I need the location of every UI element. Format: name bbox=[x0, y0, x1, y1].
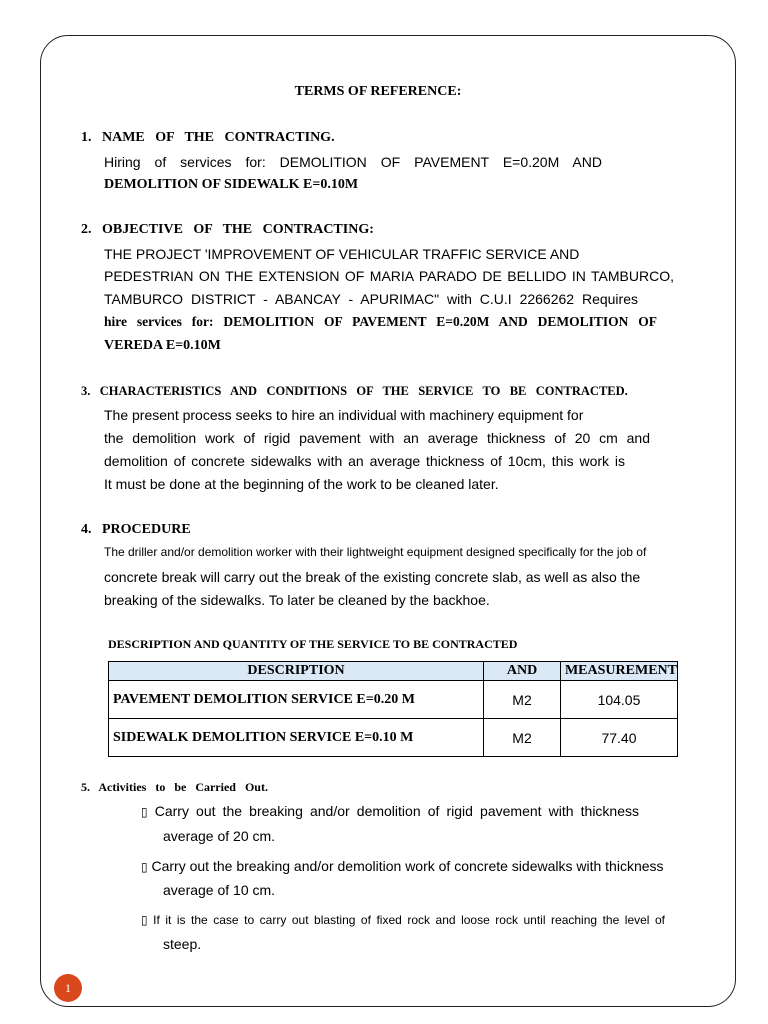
section-5-heading: 5. Activities to be Carried Out. bbox=[81, 780, 268, 794]
activity-line-1: Carry out the breaking and/or demolition work of concrete sidewalks with thickness bbox=[151, 858, 664, 874]
activity-item bbox=[141, 913, 665, 927]
row-unit: M2 bbox=[484, 681, 561, 719]
section-2-line-4: hire services for: DEMOLITION OF PAVEMENT E=0.20M AND DEMOLITION OF bbox=[104, 314, 657, 329]
row-description: SIDEWALK DEMOLITION SERVICE E=0.10 M bbox=[109, 719, 484, 757]
page-number-badge: 1 bbox=[54, 974, 82, 1002]
document-title: TERMS OF REFERENCE: bbox=[294, 84, 462, 99]
bullet-icon: ▯ bbox=[141, 913, 148, 927]
activity-line-2: steep. bbox=[163, 936, 202, 952]
header-unit: AND bbox=[484, 662, 561, 681]
service-table bbox=[108, 661, 678, 757]
row-quantity: 77.40 bbox=[560, 719, 677, 757]
activity-item bbox=[141, 803, 671, 819]
section-2-line-1: THE PROJECT 'IMPROVEMENT OF VEHICULAR TRAFFIC SERVICE AND bbox=[104, 246, 580, 262]
activity-line-2: average of 10 cm. bbox=[163, 882, 276, 898]
row-description: PAVEMENT DEMOLITION SERVICE E=0.20 M bbox=[109, 681, 484, 719]
row-unit: M2 bbox=[484, 719, 561, 757]
section-4-line-3: breaking of the sidewalks. To later be cleaned by the backhoe. bbox=[104, 592, 490, 608]
table-row bbox=[109, 681, 678, 719]
section-4-line-2: concrete break will carry out the break of the existing concrete slab, as well as also the bbox=[104, 569, 641, 585]
activity-line-1: If it is the case to carry out blasting of fixed rock and loose rock until reaching the level of bbox=[153, 913, 665, 927]
section-4-line-1: The driller and/or demolition worker with their lightweight equipment designed specifically for the job of bbox=[104, 545, 647, 559]
section-3-heading: 3. CHARACTERISTICS AND CONDITIONS OF THE SERVICE TO BE CONTRACTED. bbox=[81, 384, 628, 398]
section-1-line-2: DEMOLITION OF SIDEWALK E=0.10M bbox=[104, 177, 359, 192]
header-description: DESCRIPTION bbox=[109, 662, 484, 681]
section-3-line-3: demolition of concrete sidewalks with an average thickness of 10cm, this work is bbox=[104, 453, 625, 469]
table-caption: DESCRIPTION AND QUANTITY OF THE SERVICE TO BE CONTRACTED bbox=[108, 637, 518, 651]
table-header-row bbox=[109, 662, 678, 681]
activity-item bbox=[141, 858, 664, 874]
section-3-line-1: The present process seeks to hire an individual with machinery equipment for bbox=[104, 407, 584, 423]
section-1-line-1: Hiring of services for: DEMOLITION OF PAVEMENT E=0.20M AND bbox=[104, 154, 602, 170]
table-row bbox=[109, 719, 678, 757]
section-2-heading: 2. OBJECTIVE OF THE CONTRACTING: bbox=[81, 222, 374, 237]
section-2-line-2: PEDESTRIAN ON THE EXTENSION OF MARIA PARADO DE BELLIDO IN TAMBURCO, bbox=[104, 268, 674, 284]
section-1-heading: 1. NAME OF THE CONTRACTING. bbox=[81, 130, 335, 145]
row-quantity: 104.05 bbox=[560, 681, 677, 719]
bullet-icon: ▯ bbox=[141, 860, 148, 874]
section-2-line-5: VEREDA E=0.10M bbox=[104, 338, 221, 353]
section-4-heading: 4. PROCEDURE bbox=[81, 522, 191, 537]
activity-line-2: average of 20 cm. bbox=[163, 828, 276, 844]
header-measurement: MEASUREMENT bbox=[560, 662, 677, 681]
section-2-line-3: TAMBURCO DISTRICT - ABANCAY - APURIMAC" with C.U.I 2266262 Requires bbox=[104, 291, 638, 307]
section-3-line-4: It must be done at the beginning of the work to be cleaned later. bbox=[104, 476, 499, 492]
section-3-line-2: the demolition work of rigid pavement with an average thickness of 20 cm and bbox=[104, 430, 650, 446]
activity-line-1: Carry out the breaking and/or demolition of rigid pavement with thickness bbox=[154, 803, 639, 819]
bullet-icon: ▯ bbox=[141, 805, 148, 819]
